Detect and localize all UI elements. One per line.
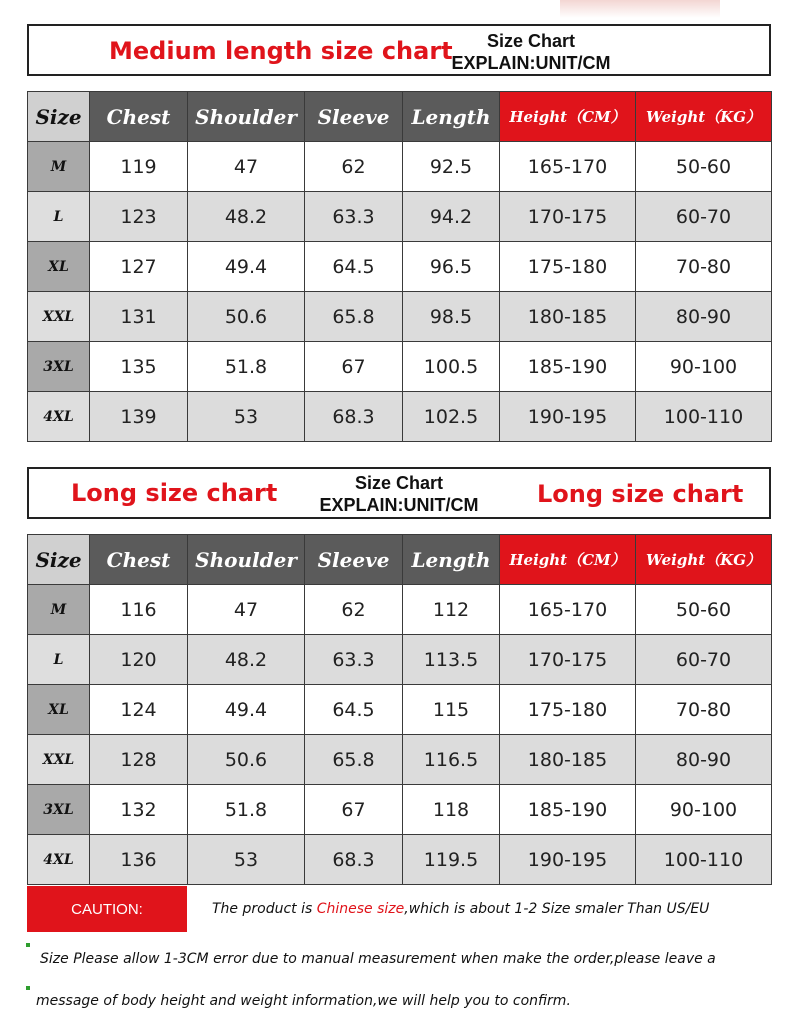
long-size-cell: 3XL xyxy=(28,785,90,835)
medium-header-row xyxy=(28,92,772,142)
medium-weight-cell: 90-100 xyxy=(636,342,772,392)
medium-subtitle-1: Size Chart xyxy=(486,31,576,51)
medium-header-size: Size xyxy=(28,92,90,142)
caution-text-highlight: Chinese size xyxy=(316,901,405,917)
medium-sleeve-cell: 65.8 xyxy=(305,292,403,342)
long-header-chest: Chest xyxy=(90,535,188,585)
medium-size-table xyxy=(27,91,772,442)
medium-height-cell: 180-185 xyxy=(500,292,636,342)
medium-sleeve-cell: 67 xyxy=(305,342,403,392)
caution-text-after: ,which is about 1-2 Size smaler Than US/EU xyxy=(404,901,710,917)
medium-header-sleeve: Sleeve xyxy=(305,92,403,142)
long-sleeve-cell: 68.3 xyxy=(305,835,403,885)
medium-shoulder-cell: 50.6 xyxy=(188,292,305,342)
caution-badge: CAUTION: xyxy=(27,886,187,932)
long-weight-cell: 80-90 xyxy=(636,735,772,785)
long-header-height: Height（CM） xyxy=(500,535,636,585)
long-shoulder-cell: 50.6 xyxy=(188,735,305,785)
medium-weight-cell: 80-90 xyxy=(636,292,772,342)
long-table-row xyxy=(28,635,772,685)
medium-height-cell: 170-175 xyxy=(500,192,636,242)
long-chest-cell: 128 xyxy=(90,735,188,785)
medium-length-cell: 98.5 xyxy=(403,292,500,342)
long-sleeve-cell: 62 xyxy=(305,585,403,635)
medium-length-cell: 96.5 xyxy=(403,242,500,292)
medium-sleeve-cell: 62 xyxy=(305,142,403,192)
long-length-cell: 113.5 xyxy=(403,635,500,685)
long-chart-title-left: Long size chart xyxy=(71,479,278,507)
long-table-row xyxy=(28,835,772,885)
medium-header-length: Length xyxy=(403,92,500,142)
long-length-cell: 118 xyxy=(403,785,500,835)
long-height-cell: 175-180 xyxy=(500,685,636,735)
long-chest-cell: 124 xyxy=(90,685,188,735)
long-sleeve-cell: 64.5 xyxy=(305,685,403,735)
medium-size-cell: M xyxy=(28,142,90,192)
long-chest-cell: 120 xyxy=(90,635,188,685)
long-table-row xyxy=(28,685,772,735)
long-length-cell: 115 xyxy=(403,685,500,735)
medium-table-row xyxy=(28,292,772,342)
medium-sleeve-cell: 64.5 xyxy=(305,242,403,292)
long-height-cell: 170-175 xyxy=(500,635,636,685)
medium-title-box xyxy=(27,24,771,76)
medium-shoulder-cell: 53 xyxy=(188,392,305,442)
medium-table-row xyxy=(28,242,772,292)
long-weight-cell: 60-70 xyxy=(636,635,772,685)
medium-weight-cell: 70-80 xyxy=(636,242,772,292)
medium-shoulder-cell: 49.4 xyxy=(188,242,305,292)
long-length-cell: 119.5 xyxy=(403,835,500,885)
long-sleeve-cell: 67 xyxy=(305,785,403,835)
medium-length-cell: 92.5 xyxy=(403,142,500,192)
decorative-dot xyxy=(26,986,30,990)
caution-text xyxy=(212,901,709,917)
medium-size-cell: XL xyxy=(28,242,90,292)
long-chest-cell: 132 xyxy=(90,785,188,835)
medium-chart-title: Medium length size chart xyxy=(109,37,453,65)
medium-chest-cell: 123 xyxy=(90,192,188,242)
medium-weight-cell: 60-70 xyxy=(636,192,772,242)
medium-chest-cell: 131 xyxy=(90,292,188,342)
medium-length-cell: 94.2 xyxy=(403,192,500,242)
long-header-size: Size xyxy=(28,535,90,585)
medium-height-cell: 185-190 xyxy=(500,342,636,392)
medium-size-cell: L xyxy=(28,192,90,242)
medium-header-shoulder: Shoulder xyxy=(188,92,305,142)
long-height-cell: 190-195 xyxy=(500,835,636,885)
long-size-cell: 4XL xyxy=(28,835,90,885)
medium-header-chest: Chest xyxy=(90,92,188,142)
long-shoulder-cell: 51.8 xyxy=(188,785,305,835)
long-header-sleeve: Sleeve xyxy=(305,535,403,585)
medium-size-chart-label xyxy=(441,30,621,74)
medium-weight-cell: 100-110 xyxy=(636,392,772,442)
medium-height-cell: 175-180 xyxy=(500,242,636,292)
long-header-length: Length xyxy=(403,535,500,585)
medium-chest-cell: 119 xyxy=(90,142,188,192)
medium-chest-cell: 135 xyxy=(90,342,188,392)
long-shoulder-cell: 48.2 xyxy=(188,635,305,685)
medium-sleeve-cell: 63.3 xyxy=(305,192,403,242)
note-line-1: Size Please allow 1-3CM error due to manual measurement when make the order,please leave a xyxy=(40,951,716,967)
medium-sleeve-cell: 68.3 xyxy=(305,392,403,442)
long-weight-cell: 70-80 xyxy=(636,685,772,735)
medium-chest-cell: 127 xyxy=(90,242,188,292)
medium-table-row xyxy=(28,142,772,192)
decorative-dot xyxy=(26,943,30,947)
medium-shoulder-cell: 47 xyxy=(188,142,305,192)
medium-table-row xyxy=(28,342,772,392)
long-size-cell: XXL xyxy=(28,735,90,785)
long-shoulder-cell: 47 xyxy=(188,585,305,635)
long-size-cell: XL xyxy=(28,685,90,735)
long-height-cell: 180-185 xyxy=(500,735,636,785)
medium-table-row xyxy=(28,192,772,242)
long-table-row xyxy=(28,735,772,785)
long-title-box xyxy=(27,467,771,519)
medium-length-cell: 102.5 xyxy=(403,392,500,442)
long-subtitle-1: Size Chart xyxy=(354,473,444,493)
medium-header-height: Height（CM） xyxy=(500,92,636,142)
long-sleeve-cell: 63.3 xyxy=(305,635,403,685)
medium-size-cell: 3XL xyxy=(28,342,90,392)
long-weight-cell: 90-100 xyxy=(636,785,772,835)
medium-table-row xyxy=(28,392,772,442)
long-header-weight: Weight（KG） xyxy=(636,535,772,585)
long-shoulder-cell: 53 xyxy=(188,835,305,885)
medium-header-weight: Weight（KG） xyxy=(636,92,772,142)
medium-size-cell: XXL xyxy=(28,292,90,342)
medium-chest-cell: 139 xyxy=(90,392,188,442)
long-subtitle-2: EXPLAIN:UNIT/CM xyxy=(319,495,479,515)
long-header-shoulder: Shoulder xyxy=(188,535,305,585)
long-height-cell: 165-170 xyxy=(500,585,636,635)
medium-size-cell: 4XL xyxy=(28,392,90,442)
long-size-table xyxy=(27,534,772,885)
top-decoration xyxy=(560,0,720,18)
medium-height-cell: 165-170 xyxy=(500,142,636,192)
long-table-row xyxy=(28,585,772,635)
medium-shoulder-cell: 48.2 xyxy=(188,192,305,242)
caution-text-before: The product is xyxy=(212,901,317,917)
long-header-row xyxy=(28,535,772,585)
long-length-cell: 116.5 xyxy=(403,735,500,785)
long-table-row xyxy=(28,785,772,835)
long-height-cell: 185-190 xyxy=(500,785,636,835)
medium-weight-cell: 50-60 xyxy=(636,142,772,192)
long-size-chart-label xyxy=(309,472,489,516)
medium-subtitle-2: EXPLAIN:UNIT/CM xyxy=(451,53,611,73)
long-size-cell: M xyxy=(28,585,90,635)
medium-shoulder-cell: 51.8 xyxy=(188,342,305,392)
long-weight-cell: 100-110 xyxy=(636,835,772,885)
long-chart-title-right: Long size chart xyxy=(537,480,744,508)
long-length-cell: 112 xyxy=(403,585,500,635)
long-chest-cell: 116 xyxy=(90,585,188,635)
medium-height-cell: 190-195 xyxy=(500,392,636,442)
long-weight-cell: 50-60 xyxy=(636,585,772,635)
long-chest-cell: 136 xyxy=(90,835,188,885)
long-sleeve-cell: 65.8 xyxy=(305,735,403,785)
medium-length-cell: 100.5 xyxy=(403,342,500,392)
note-line-2: message of body height and weight information,we will help you to confirm. xyxy=(36,993,571,1009)
long-size-cell: L xyxy=(28,635,90,685)
long-shoulder-cell: 49.4 xyxy=(188,685,305,735)
